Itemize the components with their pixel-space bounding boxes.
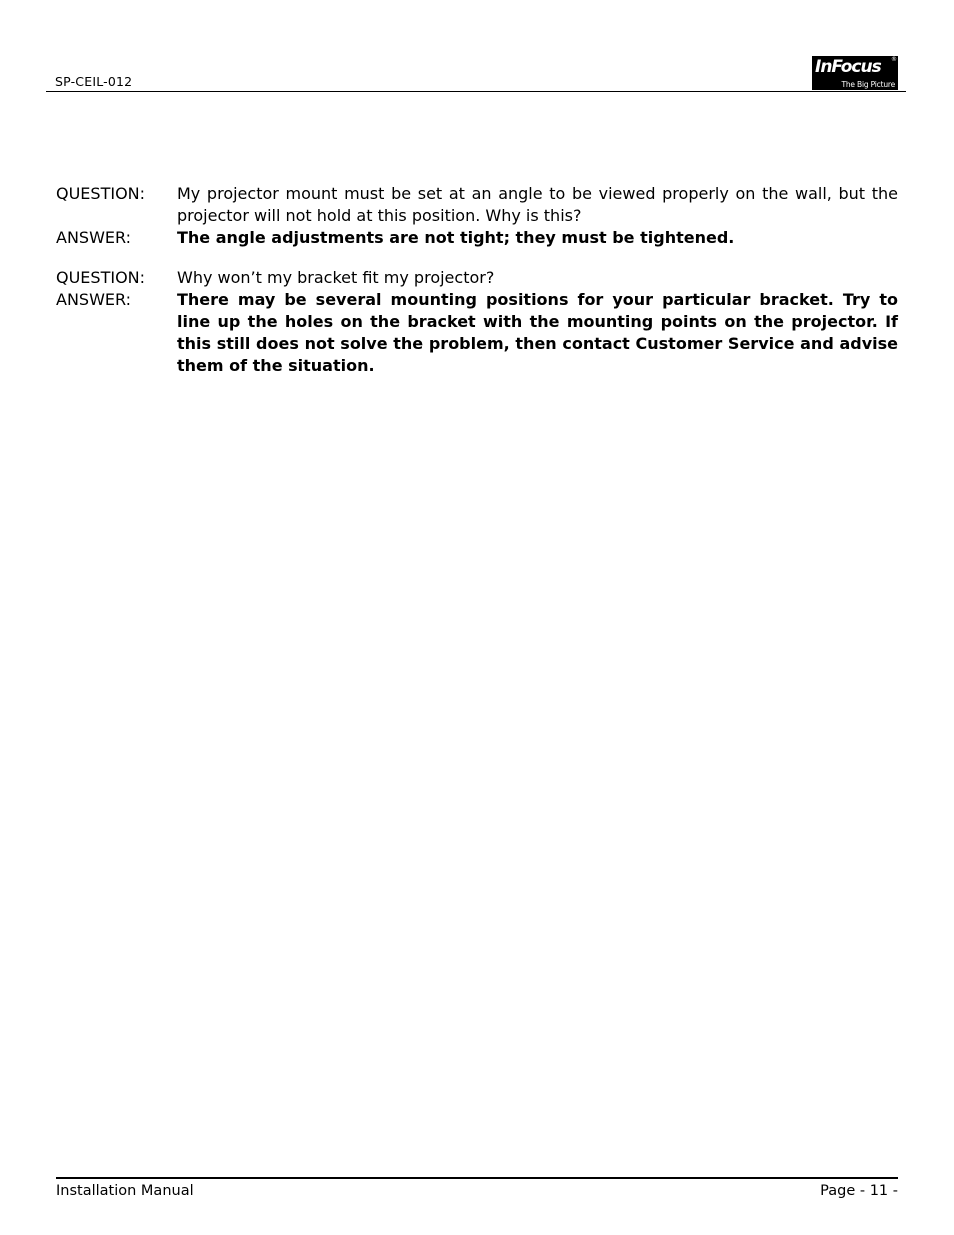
qa-section [56,183,898,395]
question-row [56,267,898,289]
document-code: SP-CEIL-012 [55,74,133,89]
question-text: Why won’t my bracket fit my projector? [177,268,495,287]
answer-label: ANSWER: [56,290,132,309]
page-header [46,52,906,92]
answer-row [56,289,898,377]
qa-item [56,183,898,249]
question-text: My projector mount must be set at an angle to be viewed properly on the wall, but the projector will not hold at this position. Why is this? [177,184,898,225]
answer-text: The angle adjustments are not tight; they must be tightened. [177,228,735,247]
answer-text: There may be several mounting positions for your particular bracket. Try to line up the holes on the bracket with the mounting points on the projector. If this still does not solve the problem, then contact Customer Service and advise them of the situation. [177,290,898,375]
infocus-logo [812,56,898,90]
qa-item [56,267,898,377]
answer-row [56,227,898,249]
question-label: QUESTION: [56,268,146,287]
question-label: QUESTION: [56,184,146,203]
answer-label: ANSWER: [56,228,132,247]
logo-brand-text: InFocus [815,57,881,77]
logo-registered-mark: ® [891,56,897,63]
question-row [56,183,898,227]
logo-tagline: The Big Picture [841,80,895,89]
footer-manual-title: Installation Manual [56,1183,194,1199]
page-number: Page - 11 - [820,1183,898,1199]
page-footer [56,1177,898,1199]
